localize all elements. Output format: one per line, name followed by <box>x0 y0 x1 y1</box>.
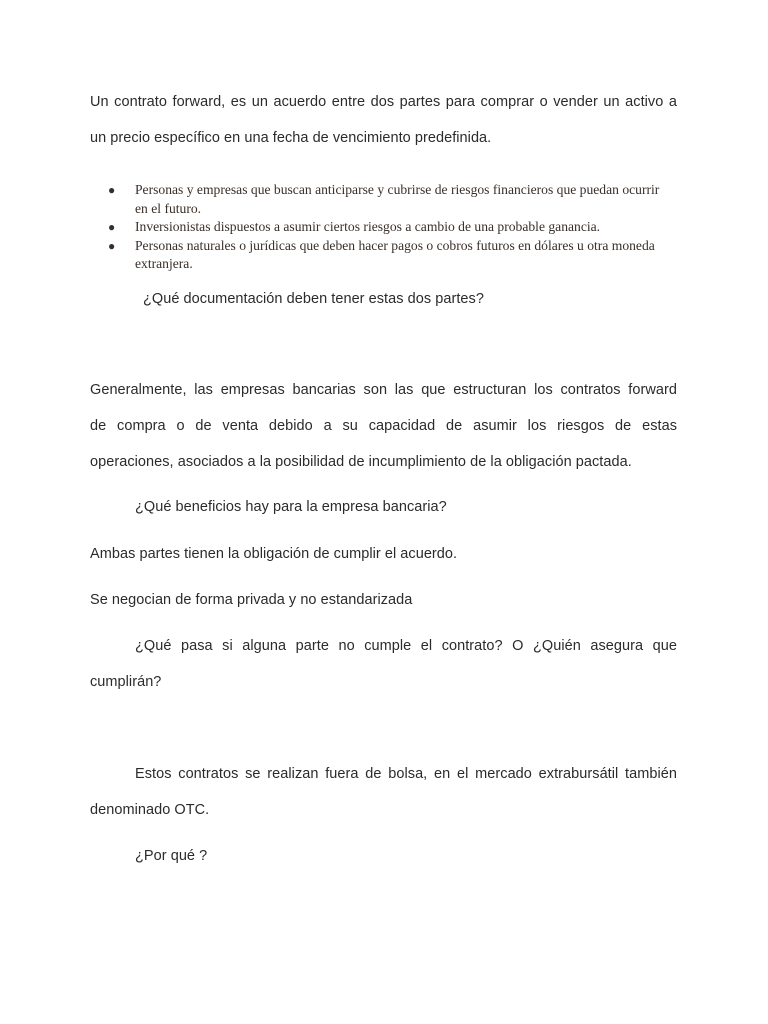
otc-line-1: Estos contratos se realizan fuera de bolsa, en el mercado extrabursátil también <box>135 766 677 782</box>
banks-line-3: operaciones, asociados a la posibilidad de incumplimiento de la obligación pactada. <box>90 454 632 470</box>
banks-line-1: Generalmente, las empresas bancarias son las que estructuran los contratos forward <box>90 382 677 398</box>
question-breach-line-2: cumplirán? <box>90 674 162 690</box>
bullet-icon: ● <box>108 183 116 197</box>
question-breach-line-1: ¿Qué pasa si alguna parte no cumple el contrato? O ¿Quién asegura que <box>135 638 677 654</box>
intro-line-1: Un contrato forward, es un acuerdo entre dos partes para comprar o vender un activo a <box>90 94 677 110</box>
bullet-icon: ● <box>108 220 116 234</box>
bullet-icon: ● <box>108 238 116 253</box>
statement-obligation: Ambas partes tienen la obligación de cumplir el acuerdo. <box>90 546 458 562</box>
participants-list <box>108 181 668 274</box>
otc-line-2: denominado OTC. <box>90 802 210 818</box>
banks-line-2: de compra o de venta debido a su capacidad de asumir los riesgos de estas <box>90 418 677 434</box>
list-item: ● Personas y empresas que buscan anticiparse y cubrirse de riesgos financieros que puedan ocurrir en el futuro. <box>108 182 660 216</box>
list-item: ● Inversionistas dispuestos a asumir ciertos riesgos a cambio de una probable ganancia. <box>108 218 668 237</box>
intro-line-2: un precio específico en una fecha de vencimiento predefinida. <box>90 130 492 146</box>
question-documentation: ¿Qué documentación deben tener estas dos partes? <box>143 291 484 307</box>
statement-private: Se negocian de forma privada y no estandarizada <box>90 592 413 608</box>
list-item: ● Personas naturales o jurídicas que deben hacer pagos o cobros futuros en dólares u otra moneda extranjera. <box>108 237 655 271</box>
question-benefits: ¿Qué beneficios hay para la empresa bancaria? <box>135 499 447 515</box>
question-why: ¿Por qué ? <box>135 848 208 864</box>
